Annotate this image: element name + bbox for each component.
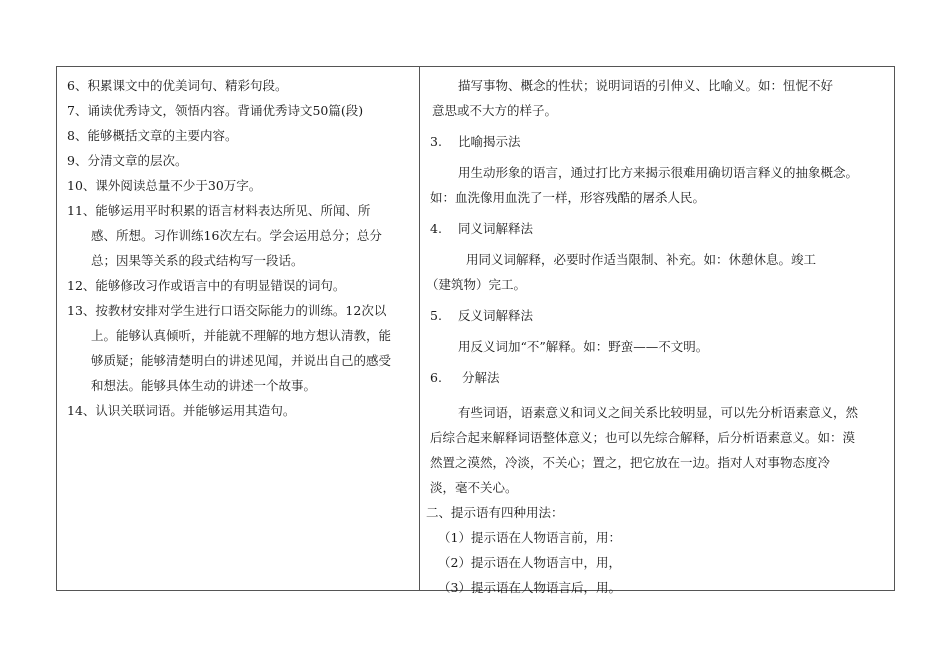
section-number: 5. bbox=[430, 308, 442, 323]
section-title: 比喻揭示法 bbox=[458, 134, 521, 149]
section-3-text: 用生动形象的语言，通过打比方来揭示很难用确切语言释义的抽象概念。 bbox=[458, 165, 859, 180]
section-title: 反义词解释法 bbox=[458, 308, 534, 323]
list-item-11-line: 感、所想。习作训练16次左右。学会运用总分；总分 bbox=[91, 228, 382, 243]
list-item-11 bbox=[67, 198, 401, 273]
section-title: 分解法 bbox=[462, 370, 500, 385]
right-column bbox=[420, 67, 894, 595]
section-number: 6. bbox=[430, 370, 442, 385]
section-heading-6 bbox=[426, 365, 890, 390]
intro-line: 意思或不大方的样子。 bbox=[432, 103, 558, 118]
section-4-text: 用同义词解释，必要时作适当限制、补充。如：休憩休息。竣工 bbox=[466, 252, 817, 267]
left-column bbox=[57, 67, 420, 590]
list-item-13-line: 和想法。能够具体生动的讲述一个故事。 bbox=[91, 378, 317, 393]
list-item: 9、分清文章的层次。 bbox=[67, 153, 188, 168]
list-item: 8、能够概括文章的主要内容。 bbox=[67, 128, 238, 143]
section-heading-4 bbox=[426, 216, 890, 241]
section-heading-5 bbox=[426, 303, 890, 328]
tip-item: （2）提示语在人物语言中，用， bbox=[438, 555, 621, 570]
section-5-text: 用反义词加“不”解释。如：野蛮——不文明。 bbox=[458, 339, 709, 354]
list-item-13 bbox=[67, 298, 401, 398]
list-item: 6、积累课文中的优美词句、精彩句段。 bbox=[67, 78, 288, 93]
list-item-14: 14、认识关联词语。并能够运用其造句。 bbox=[67, 403, 296, 418]
tip-item: （3）提示语在人物语言后，用。 bbox=[438, 580, 621, 595]
list-item-12: 12、能够修改习作或语言中的有明显错误的词句。 bbox=[67, 278, 346, 293]
list-item: 10、课外阅读总量不少于30万字。 bbox=[67, 178, 262, 193]
section-4-text: （建筑物）完工。 bbox=[426, 277, 527, 292]
section-title: 同义词解释法 bbox=[458, 221, 534, 236]
section-6-text: 然置之漠然，冷淡，不关心；置之，把它放在一边。指对人对事物态度冷 bbox=[430, 455, 831, 470]
list-item-13-line: 够质疑；能够清楚明白的讲述见闻，并说出自己的感受 bbox=[91, 353, 392, 368]
list-item-13-first-line: 13、按教材安排对学生进行口语交际能力的训练。12次以 bbox=[67, 303, 387, 318]
section-3-text: 如：血洗像用血洗了一样，形容残酷的屠杀人民。 bbox=[430, 190, 706, 205]
section-6-text: 后综合起来解释词语整体意义；也可以先综合解释，后分析语素意义。如：漠 bbox=[430, 430, 856, 445]
section-6-text: 有些词语，语素意义和词义之间关系比较明显，可以先分析语素意义，然 bbox=[458, 405, 859, 420]
content-table bbox=[56, 66, 895, 595]
tip-item: （1）提示语在人物语言前，用： bbox=[438, 530, 621, 545]
section-6-text: 淡，毫不关心。 bbox=[430, 480, 518, 495]
tips-title: 二、提示语有四种用法： bbox=[426, 505, 564, 520]
list-item-11-first-line: 11、能够运用平时积累的语言材料表达所见、所闻、所 bbox=[67, 203, 371, 218]
intro-line: 描写事物、概念的性状；说明词语的引伸义、比喻义。如：忸怩不好 bbox=[458, 78, 834, 93]
section-number: 4. bbox=[430, 221, 442, 236]
section-number: 3. bbox=[430, 134, 442, 149]
section-heading-3 bbox=[426, 129, 890, 154]
list-item-11-line: 总；因果等关系的段式结构写一段话。 bbox=[91, 253, 304, 268]
list-item: 7、诵读优秀诗文，领悟内容。背诵优秀诗文50篇(段) bbox=[67, 103, 364, 118]
list-item-13-line: 上。能够认真倾听，并能就不理解的地方想认清教，能 bbox=[91, 328, 392, 343]
